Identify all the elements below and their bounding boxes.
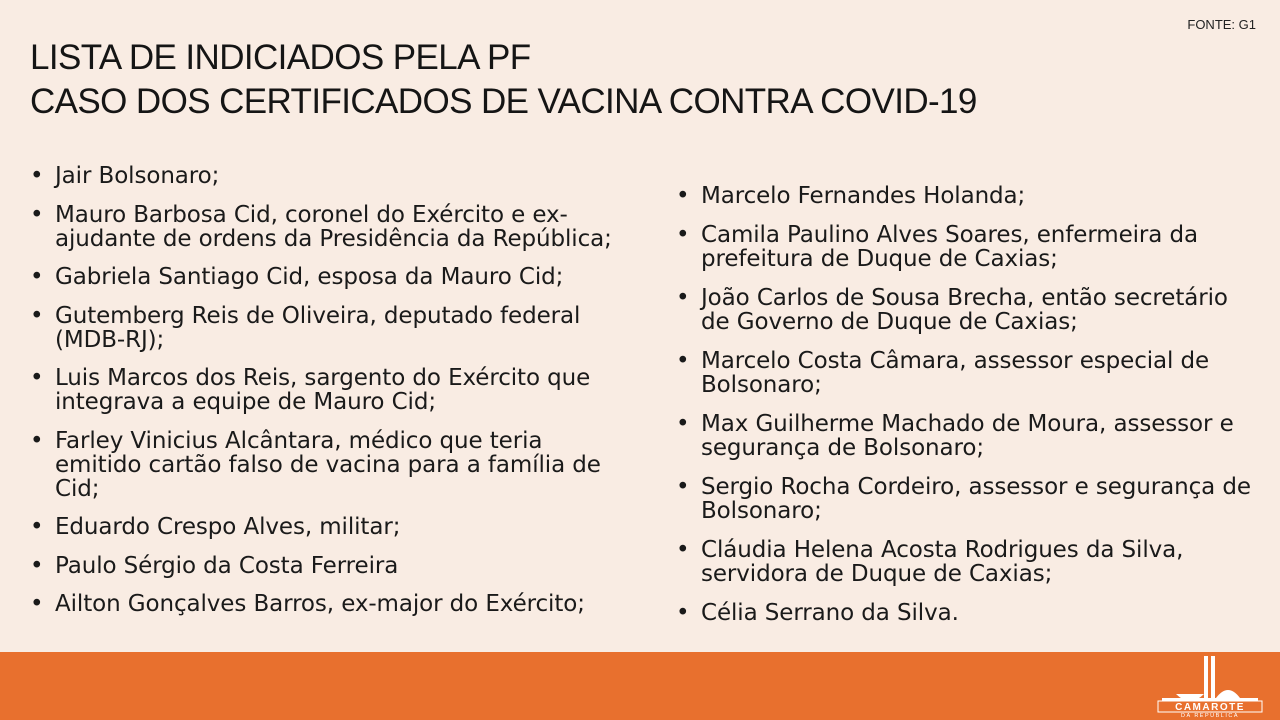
bullet-icon: •: [30, 365, 44, 391]
bullet-icon: •: [30, 552, 44, 579]
list-item: • Luis Marcos dos Reis, sargento do Exército que integrava a equipe de Mauro Cid;: [30, 365, 591, 415]
list-item: • João Carlos de Sousa Brecha, então secretário de Governo de Duque de Caxias;: [676, 285, 1228, 335]
list-item: • Camila Paulino Alves Soares, enfermeira da prefeitura de Duque de Caxias;: [676, 222, 1198, 272]
footer-bar: [0, 652, 1280, 720]
list-item: • Max Guilherme Machado de Moura, assessor e segurança de Bolsonaro;: [676, 411, 1234, 461]
list-item: • Paulo Sérgio da Costa Ferreira: [30, 552, 399, 579]
list-item: • Cláudia Helena Acosta Rodrigues da Silva, servidora de Duque de Caxias;: [676, 537, 1184, 587]
logo-name: CAMAROTE: [1175, 702, 1245, 713]
bullet-icon: •: [676, 348, 690, 374]
bullet-icon: •: [676, 411, 690, 437]
list-item: • Eduardo Crespo Alves, militar;: [30, 514, 401, 540]
list-item: • Jair Bolsonaro;: [30, 163, 220, 189]
list-item: • Marcelo Fernandes Holanda;: [676, 183, 1026, 209]
page-title: [30, 36, 977, 124]
bullet-icon: •: [676, 600, 690, 626]
list-item: • Gutemberg Reis de Oliveira, deputado federal (MDB-RJ);: [30, 302, 581, 353]
bullet-icon: •: [30, 163, 44, 189]
bullet-icon: •: [30, 302, 44, 329]
title-line-2: CASO DOS CERTIFICADOS DE VACINA CONTRA COVID-19: [30, 82, 977, 121]
bullet-icon: •: [30, 591, 44, 617]
bullet-icon: •: [30, 264, 44, 290]
list-item: • Gabriela Santiago Cid, esposa da Mauro Cid;: [30, 264, 564, 290]
list-item: • Mauro Barbosa Cid, coronel do Exército e ex-ajudante de ordens da Presidência da República;: [30, 201, 612, 252]
bullet-icon: •: [676, 222, 690, 248]
list-item: • Sergio Rocha Cordeiro, assessor e segurança de Bolsonaro;: [676, 474, 1251, 524]
bullet-icon: •: [30, 201, 44, 228]
list-item: • Marcelo Costa Câmara, assessor especial de Bolsonaro;: [676, 348, 1210, 398]
list-item: • Farley Vinicius Alcântara, médico que teria emitido cartão falso de vacina para a família de Cid;: [30, 427, 601, 502]
source-label: FONTE: G1: [1187, 17, 1256, 32]
list-item: • Ailton Gonçalves Barros, ex-major do Exército;: [30, 591, 585, 617]
indicted-list-left: [30, 164, 630, 631]
congress-building-icon: [1162, 656, 1258, 701]
logo-subtitle: DA REPÚBLICA: [1180, 713, 1240, 718]
bullet-icon: •: [676, 537, 690, 563]
indicted-list-right: [676, 184, 1256, 640]
bullet-icon: •: [30, 427, 44, 454]
list-item: • Célia Serrano da Silva.: [676, 600, 959, 626]
bullet-icon: •: [30, 514, 44, 540]
bullet-icon: •: [676, 474, 690, 500]
bullet-icon: •: [676, 183, 690, 209]
bullet-icon: •: [676, 285, 690, 311]
camarote-logo: [1154, 652, 1266, 718]
title-line-1: LISTA DE INDICIADOS PELA PF: [30, 38, 531, 77]
